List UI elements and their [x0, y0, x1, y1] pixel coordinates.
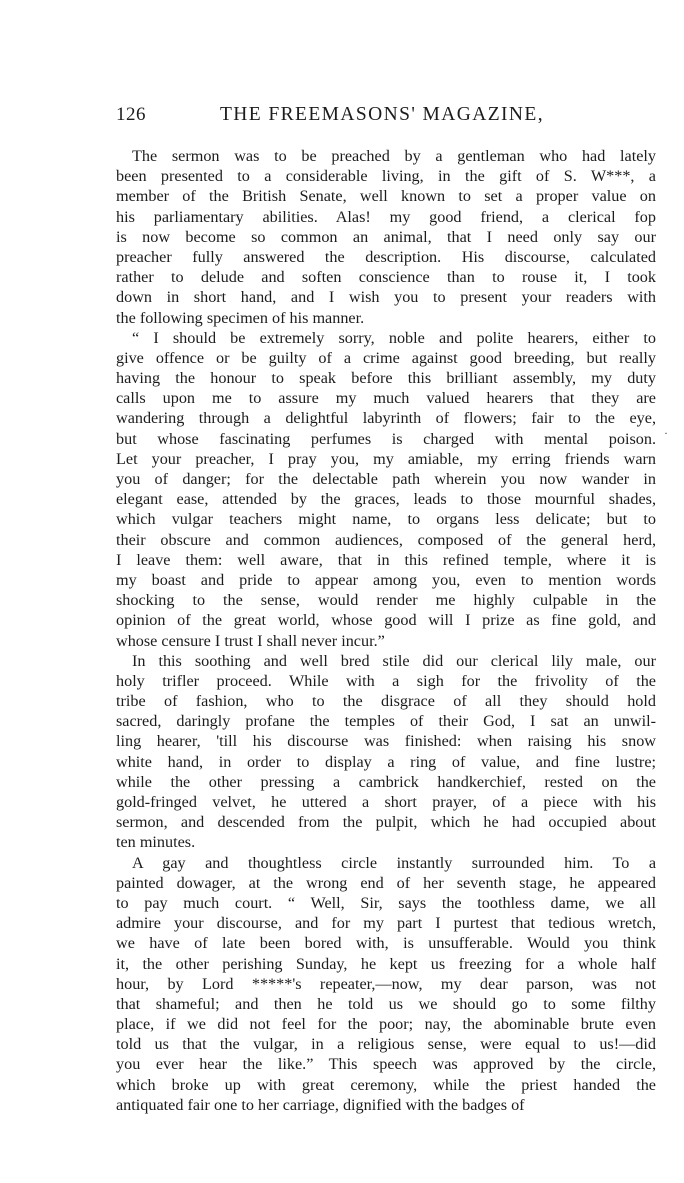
text-line: elegant ease, attended by the graces, leads to those mournful shades, [116, 490, 656, 509]
text-line: which vulgar teachers might name, to organs less delicate; but to [116, 510, 656, 529]
text-line: opinion of the great world, whose good will I prize as fine gold, and [116, 611, 656, 630]
text-line: antiquated fair one to her carriage, dignified with the badges of [116, 1095, 525, 1114]
text-line: ten minutes. [116, 833, 196, 852]
text-line: preacher fully answered the description. His discourse, calculated [116, 247, 656, 266]
text-line: whose censure I trust I shall never incur.” [116, 631, 385, 650]
text-line: gold-fringed velvet, he uttered a short prayer, of a piece with his [116, 793, 656, 811]
text-line: my boast and pride to appear among you, even to mention words [116, 570, 656, 589]
text-line: rather to delude and soften conscience than to rouse it, I took [116, 268, 656, 287]
text-line: calls upon me to assure my much valued hearers that they are [116, 389, 656, 408]
running-head [116, 104, 654, 130]
text-line: shocking to the sense, would render me highly culpable in the [116, 591, 656, 610]
text-line: but whose fascinating perfumes is charged with mental poison. [116, 429, 656, 448]
text-line: wandering through a delightful labyrinth of flowers; fair to the eye, [116, 409, 656, 428]
stray-ink-mark: · [664, 426, 668, 440]
text-line: told us that the vulgar, in a religious sense, were equal to us!—did [116, 1035, 656, 1054]
text-line: hour, by Lord *****'s repeater,—now, my dear parson, was not [116, 974, 656, 993]
text-line: “ I should be extremely sorry, noble and polite hearers, either to [132, 328, 656, 347]
text-line: their obscure and common audiences, composed of the general herd, [116, 530, 656, 549]
text-line: sacred, daringly profane the temples of their God, I sat an unwil- [116, 712, 656, 731]
text-line: been presented to a considerable living, in the gift of S. W***, a [116, 167, 656, 186]
text-line: A gay and thoughtless circle instantly surrounded him. To a [132, 853, 656, 872]
text-line: painted dowager, at the wrong end of her seventh stage, he appeared [116, 873, 656, 892]
text-line: you ever hear the like.” This speech was approved by the circle, [116, 1055, 656, 1074]
text-line: sermon, and descended from the pulpit, which he had occupied about [116, 813, 656, 832]
text-line: member of the British Senate, well known to set a proper value on [116, 187, 656, 206]
text-line: which broke up with great ceremony, while the priest handed the [116, 1075, 656, 1094]
text-line: the following specimen of his manner. [116, 308, 365, 327]
text-line: give offence or be guilty of a crime against good breeding, but really [116, 348, 656, 367]
text-line: white hand, in order to display a ring of value, and fine lustre; [116, 752, 656, 771]
text-line: holy trifler proceed. While with a sigh for the frivolity of the [116, 671, 656, 690]
text-line: his parliamentary abilities. Alas! my good friend, a clerical fop [116, 207, 656, 226]
text-line: The sermon was to be preached by a gentleman who had lately [132, 147, 656, 165]
text-line: while the other pressing a cambrick handkerchief, rested on the [116, 772, 656, 791]
paragraph [116, 651, 656, 853]
text-line: admire your discourse, and for my part I purtest that tedious wretch, [116, 914, 656, 933]
text-line: having the honour to speak before this brilliant assembly, my duty [116, 369, 656, 388]
text-line: Let your preacher, I pray you, my amiable, my erring friends warn [116, 449, 656, 468]
paragraph [116, 853, 656, 1115]
page-number: 126 [116, 104, 146, 125]
text-line: you of danger; for the delectable path wherein you now wander in [116, 470, 656, 488]
text-line: is now become so common an animal, that I need only say our [116, 227, 656, 246]
text-line: down in short hand, and I wish you to present your readers with [116, 288, 656, 307]
text-line: to pay much court. “ Well, Sir, says the toothless dame, we all [116, 893, 656, 912]
magazine-title: THE FREEMASONS' MAGAZINE, [220, 104, 544, 125]
text-line: place, if we did not feel for the poor; nay, the abominable brute even [116, 1015, 656, 1034]
paragraph [116, 328, 656, 651]
text-line: that shameful; and then he told us we should go to some filthy [116, 994, 656, 1013]
paragraph [116, 146, 656, 328]
article-body [116, 146, 656, 1115]
text-line: ling hearer, 'till his discourse was finished: when raising his snow [116, 732, 656, 751]
text-line: In this soothing and well bred stile did our clerical lily male, our [132, 651, 656, 670]
text-line: we have of late been bored with, is unsufferable. Would you think [116, 934, 656, 953]
text-line: it, the other perishing Sunday, he kept us freezing for a whole half [116, 954, 656, 973]
text-line: I leave them: well aware, that in this refined temple, where it is [116, 550, 656, 569]
text-line: tribe of fashion, who to the disgrace of all they should hold [116, 692, 656, 711]
